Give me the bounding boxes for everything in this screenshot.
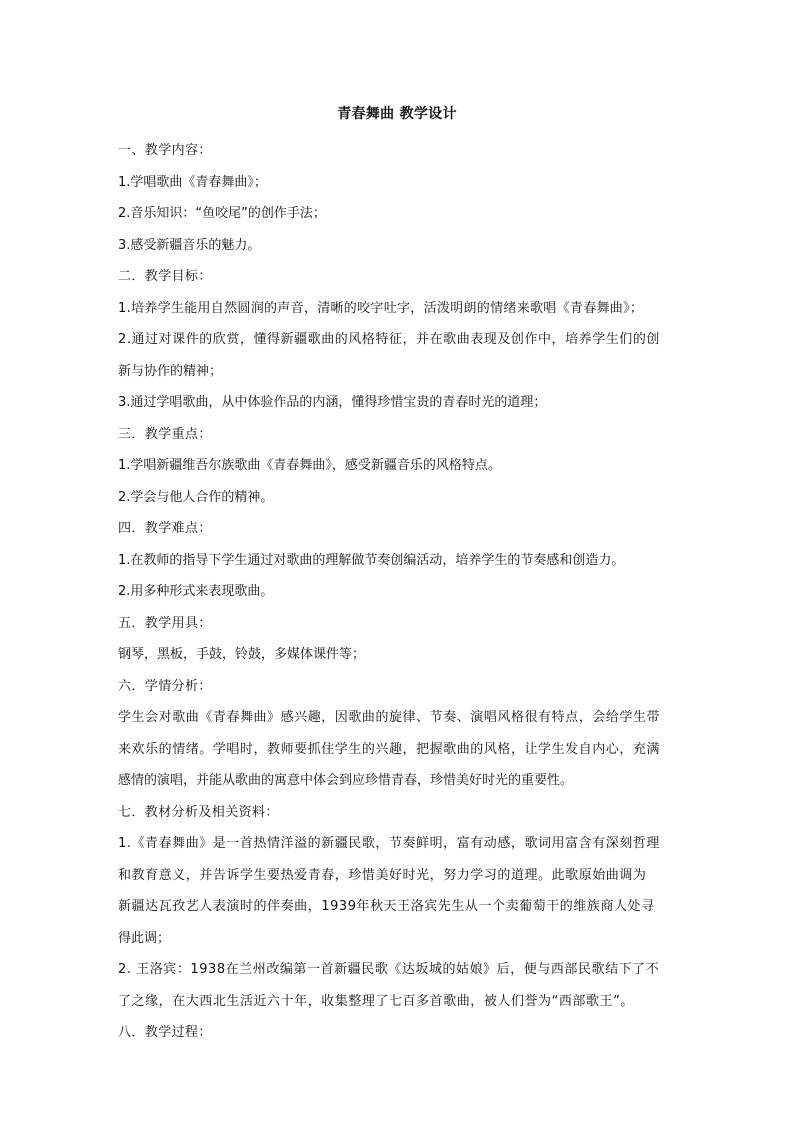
body-line: 新与协作的精神； [118,363,223,379]
body-line: 得此调； [118,930,171,946]
body-line: 感情的演唱，并能从歌曲的寓意中体会到应珍惜青春，珍惜美好时光的重要性。 [118,773,574,788]
body-line: 2.通过对课件的欣赏，懂得新疆歌曲的风格特征，并在歌曲表现及创作中，培养学生们的创 [118,332,660,347]
body-line: 2.音乐知识：“鱼咬尾”的创作手法； [118,206,326,221]
section-heading-material-analysis: 七．教材分析及相关资料： [118,804,279,820]
body-line: 来欢乐的情绪。学唱时，教师要抓住学生的兴趣，把握歌曲的风格，让学生发自内心，充满 [118,741,661,757]
body-line: 2. 王洛宾：1938在兰州改编第一首新疆民歌《达坂城的姑娘》后，便与西部民歌结下了不 [118,962,660,977]
body-line: 3.感受新疆音乐的魅力。 [118,237,261,253]
body-line: 2.学会与他人合作的精神。 [118,489,274,505]
section-heading-difficulties: 四．教学难点： [118,521,212,536]
body-line: 新疆达瓦孜艺人表演时的伴奏曲，1939年秋天王洛宾先生从一个卖葡萄干的维族商人处寻 [118,899,655,914]
section-heading-tools: 五．教学用具： [118,615,212,631]
section-heading-key-points: 三．教学重点： [118,426,212,442]
body-line: 1.学唱歌曲《青春舞曲》； [118,174,267,190]
body-line: 1.在教师的指导下学生通过对歌曲的理解做节奏创编活动，培养学生的节奏感和创造力。 [118,552,625,568]
body-line: 了之缘，在大西北生活近六十年，收集整理了七百多首歌曲，被人们誉为“西部歌王”。 [118,993,634,1009]
section-heading-process: 八．教学过程： [118,1025,212,1040]
document-title: 青春舞曲 教学设计 [337,106,457,122]
body-line: 1.学唱新疆维吾尔族歌曲《青春舞曲》，感受新疆音乐的风格特点。 [118,458,501,473]
body-line: 1.《青春舞曲》是一首热情洋溢的新疆民歌，节奏鲜明，富有动感，歌词用富含有深刻哲理 [118,836,660,851]
body-line: 钢琴，黑板，手鼓，铃鼓，多媒体课件等； [118,647,366,662]
body-line: 1.培养学生能用自然圆润的声音，清晰的咬字吐字，活泼明朗的情绪来歌唱《青春舞曲》； [118,300,644,316]
body-line: 2.用多种形式来表现歌曲。 [118,584,274,599]
body-line: 学生会对歌曲《青春舞曲》感兴趣，因歌曲的旋律、节奏、演唱风格很有特点，会给学生带 [118,710,661,725]
section-heading-student-analysis: 六．学情分析： [118,678,212,694]
section-heading-content: 一、教学内容： [118,143,212,158]
document-body [118,135,678,1049]
section-heading-goals: 二．教学目标： [118,269,212,284]
body-line: 和教育意义，并告诉学生要热爱青春，珍惜美好时光，努力学习的道理。此歌原始曲调为 [118,867,647,883]
body-line: 3.通过学唱歌曲，从中体验作品的内涵，懂得珍惜宝贵的青春时光的道理； [118,395,547,410]
